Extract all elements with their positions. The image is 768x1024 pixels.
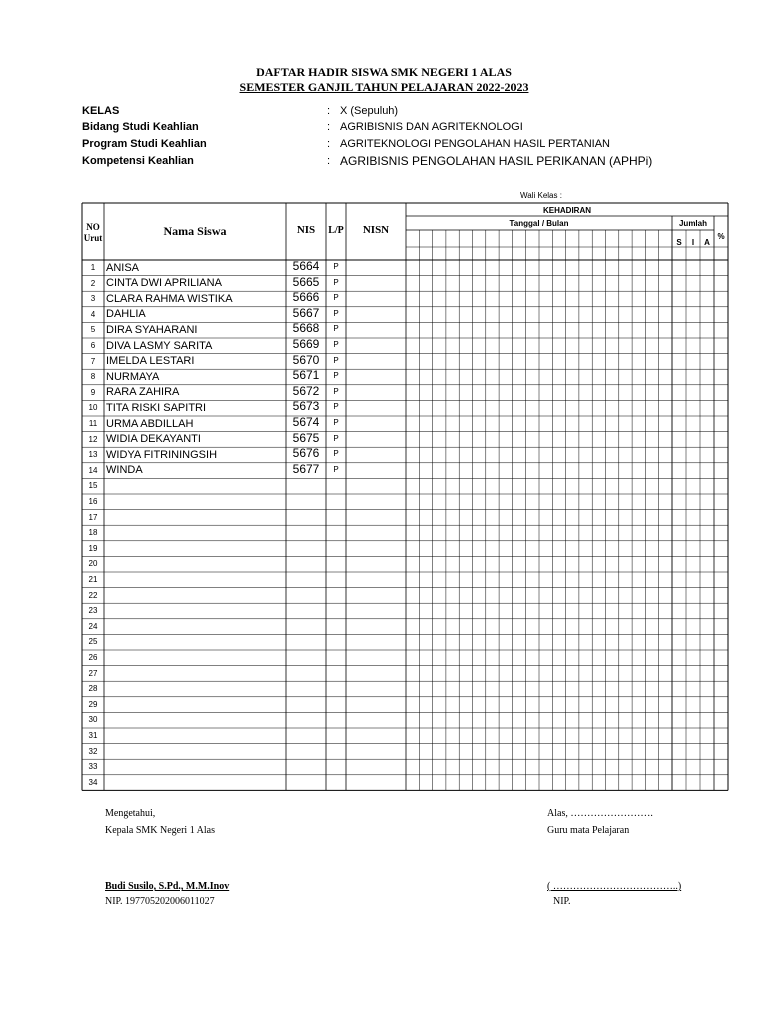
student-name: DAHLIA — [106, 308, 146, 321]
student-name: TITA RISKI SAPITRI — [106, 401, 207, 414]
bidang-colon: : — [327, 121, 331, 133]
guru-label: Guru mata Pelajaran — [547, 825, 630, 836]
student-name: WIDIA DEKAYANTI — [106, 433, 201, 446]
jumlah-a-label: A — [704, 238, 710, 247]
teacher-nip: NIP. — [553, 896, 571, 907]
row-number: 25 — [88, 637, 98, 647]
teacher-name-placeholder: ( ………………………………..) — [547, 881, 682, 892]
row-number: 28 — [88, 684, 98, 694]
row-number: 16 — [88, 497, 98, 506]
col-nis-label: NIS — [296, 224, 316, 236]
student-gender: P — [333, 355, 339, 365]
row-number: 26 — [88, 653, 98, 662]
student-name: CINTA DWI APRILIANA — [106, 277, 222, 290]
row-number: 18 — [88, 528, 98, 538]
bidang-label: Bidang Studi Keahlian — [82, 121, 199, 133]
row-number: 22 — [88, 590, 98, 600]
principal-name: Budi Susilo, S.Pd., M.M.Inov — [105, 881, 230, 892]
col-no-label: NO — [86, 221, 100, 232]
col-lp-label: L/P — [328, 224, 344, 236]
kelas-label: KELAS — [82, 105, 120, 117]
tanggal-bulan-label: Tanggal / Bulan — [509, 219, 569, 228]
bidang-value: AGRIBISNIS DAN AGRITEKNOLOGI — [340, 121, 523, 133]
jumlah-s-label: S — [676, 238, 682, 247]
student-gender: P — [333, 418, 339, 427]
alas-date-label: Alas, ……………………. — [547, 808, 653, 819]
document-subtitle: SEMESTER GANJIL TAHUN PELAJARAN 2022-2023 — [239, 80, 529, 94]
student-nis: 5665 — [292, 274, 320, 289]
row-number: 13 — [88, 450, 98, 460]
student-name: URMA ABDILLAH — [106, 417, 194, 430]
kelas-value: X (Sepuluh) — [340, 105, 399, 117]
row-number: 14 — [88, 465, 98, 475]
col-nama-label: Nama Siswa — [163, 223, 227, 238]
row-number: 9 — [90, 387, 96, 397]
col-urut-label: Urut — [83, 232, 103, 243]
student-gender: P — [333, 464, 339, 474]
student-name: WIDYA FITRININGSIH — [106, 448, 218, 461]
student-nis: 5671 — [292, 368, 320, 383]
percent-label: % — [717, 232, 725, 241]
row-number: 4 — [90, 309, 96, 319]
principal-nip: NIP. 197705202006011027 — [105, 896, 215, 907]
col-nisn-label: NISN — [362, 224, 390, 236]
student-name: DIVA LASMY SARITA — [106, 339, 213, 352]
student-gender: P — [333, 402, 339, 412]
row-number: 8 — [90, 372, 96, 382]
student-nis: 5676 — [292, 446, 320, 461]
jumlah-i-label: I — [691, 238, 695, 247]
row-number: 1 — [90, 263, 96, 272]
student-nis: 5675 — [292, 430, 320, 445]
student-nis: 5667 — [292, 305, 320, 320]
student-nis: 5672 — [292, 383, 320, 398]
row-number: 23 — [88, 606, 98, 616]
student-gender: P — [333, 324, 339, 334]
student-name: CLARA RAHMA WISTIKA — [106, 292, 233, 305]
student-name: IMELDA LESTARI — [106, 355, 195, 368]
row-number: 29 — [88, 699, 98, 709]
row-number: 32 — [88, 746, 98, 756]
student-gender: P — [333, 433, 339, 443]
row-number: 31 — [88, 731, 98, 740]
kompetensi-colon: : — [327, 155, 331, 167]
student-name: DIRA SYAHARANI — [106, 323, 198, 336]
mengetahui-label: Mengetahui, — [105, 808, 156, 819]
kompetensi-label: Kompetensi Keahlian — [82, 155, 194, 167]
row-number: 3 — [90, 294, 96, 304]
row-number: 30 — [88, 715, 98, 725]
row-number: 15 — [88, 481, 98, 491]
row-number: 34 — [88, 777, 98, 787]
row-number: 24 — [88, 621, 98, 631]
wali-kelas-label: Wali Kelas : — [520, 191, 562, 200]
student-gender: P — [333, 277, 339, 287]
student-gender: P — [333, 386, 339, 396]
student-gender: P — [333, 340, 339, 349]
kepala-sekolah-label: Kepala SMK Negeri 1 Alas — [105, 825, 215, 836]
student-nis: 5673 — [292, 399, 320, 414]
student-gender: P — [333, 449, 339, 459]
row-number: 5 — [90, 325, 96, 335]
row-number: 17 — [88, 512, 98, 522]
kelas-colon: : — [327, 105, 331, 117]
student-gender: P — [333, 293, 339, 303]
student-name: ANISA — [106, 261, 140, 274]
student-gender: P — [333, 308, 339, 318]
student-nis: 5666 — [292, 290, 320, 305]
student-name: RARA ZAHIRA — [106, 386, 180, 399]
program-value: AGRITEKNOLOGI PENGOLAHAN HASIL PERTANIAN — [340, 138, 610, 150]
row-number: 27 — [88, 668, 98, 678]
row-number: 21 — [88, 575, 98, 584]
kehadiran-label: KEHADIRAN — [543, 205, 591, 215]
student-nis: 5677 — [292, 461, 320, 476]
program-colon: : — [327, 138, 331, 150]
row-number: 19 — [88, 543, 98, 553]
student-gender: P — [333, 262, 339, 271]
row-number: 33 — [88, 762, 98, 772]
student-nis: 5674 — [292, 415, 320, 429]
jumlah-label: Jumlah — [678, 219, 707, 228]
row-number: 20 — [88, 559, 98, 569]
row-number: 12 — [88, 434, 98, 444]
row-number: 7 — [90, 356, 96, 366]
program-label: Program Studi Keahlian — [82, 138, 207, 150]
student-nis: 5664 — [292, 259, 320, 273]
student-gender: P — [333, 371, 339, 381]
row-number: 2 — [90, 278, 96, 288]
student-nis: 5670 — [292, 352, 320, 367]
row-number: 10 — [88, 403, 98, 413]
document-title: DAFTAR HADIR SISWA SMK NEGERI 1 ALAS — [256, 65, 512, 79]
row-number: 11 — [88, 419, 98, 428]
student-nis: 5669 — [292, 337, 320, 351]
student-name: WINDA — [106, 464, 143, 477]
student-nis: 5668 — [292, 321, 320, 336]
kompetensi-value: AGRIBISNIS PENGOLAHAN HASIL PERIKANAN (APHPi) — [340, 154, 653, 168]
student-name: NURMAYA — [106, 370, 160, 383]
row-number: 6 — [90, 341, 96, 350]
